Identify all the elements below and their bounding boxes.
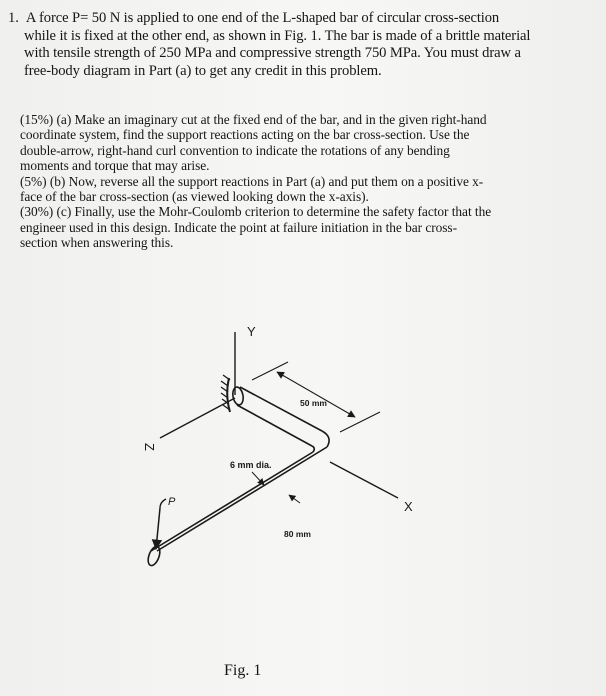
part-line-7: (30%) (c) Finally, use the Mohr-Coulomb criterion to determine the safety factor that the	[20, 204, 492, 220]
intro-line-4: free-body diagram in Part (a) to get any credit in this problem.	[24, 62, 382, 79]
part-line-6: face of the bar cross-section (as viewed looking down the x-axis).	[20, 189, 369, 205]
z-axis-label: Z	[142, 443, 157, 451]
dim-80mm-label: 80 mm	[284, 529, 311, 539]
force-p-arrow	[156, 508, 160, 549]
z-axis-line	[160, 398, 235, 438]
x-axis-label: X	[404, 499, 413, 514]
part-line-9: section when answering this.	[20, 235, 174, 251]
dim-80mm-arrow	[289, 495, 300, 503]
intro-line-2: while it is fixed at the other end, as shown in Fig. 1. The bar is made of a brittle material	[24, 27, 531, 44]
part-line-8: engineer used in this design. Indicate the point at failure initiation in the bar cross-	[20, 219, 457, 235]
figure-caption: Fig. 1	[224, 662, 262, 679]
intro-line-3: with tensile strength of 250 MPa and compressive strength 750 MPa. You must draw a	[24, 45, 521, 61]
y-axis-label: Y	[247, 324, 256, 339]
dim-dia-label: 6 mm dia.	[230, 460, 272, 470]
part-line-5: (5%) (b) Now, reverse all the support reactions in Part (a) and put them on a positive x-	[20, 173, 484, 189]
dim-dia-leader	[252, 472, 264, 485]
intro-line-1-text: A force P= 50 N is applied to one end of the L-shaped bar of circular cross-section	[25, 10, 500, 26]
part-line-3: double-arrow, right-hand curl convention to indicate the rotations of any bending	[20, 142, 450, 158]
free-end-section	[146, 545, 162, 567]
force-p-label: P	[168, 496, 176, 508]
part-line-4: moments and torque that may arise.	[20, 158, 210, 174]
x-axis-line	[330, 462, 398, 498]
dim-50mm-label: 50 mm	[300, 398, 327, 408]
dim-50mm	[252, 362, 380, 432]
fixed-support	[221, 375, 230, 412]
l-shaped-bar	[146, 387, 329, 567]
force-p-curl	[160, 499, 166, 508]
part-line-1: (15%) (a) Make an imaginary cut at the fixed end of the bar, and in the given right-hand	[20, 112, 487, 127]
problem-number: 1.	[8, 10, 19, 26]
part-line-2: coordinate system, find the support reactions acting on the bar cross-section. Use the	[20, 127, 470, 143]
